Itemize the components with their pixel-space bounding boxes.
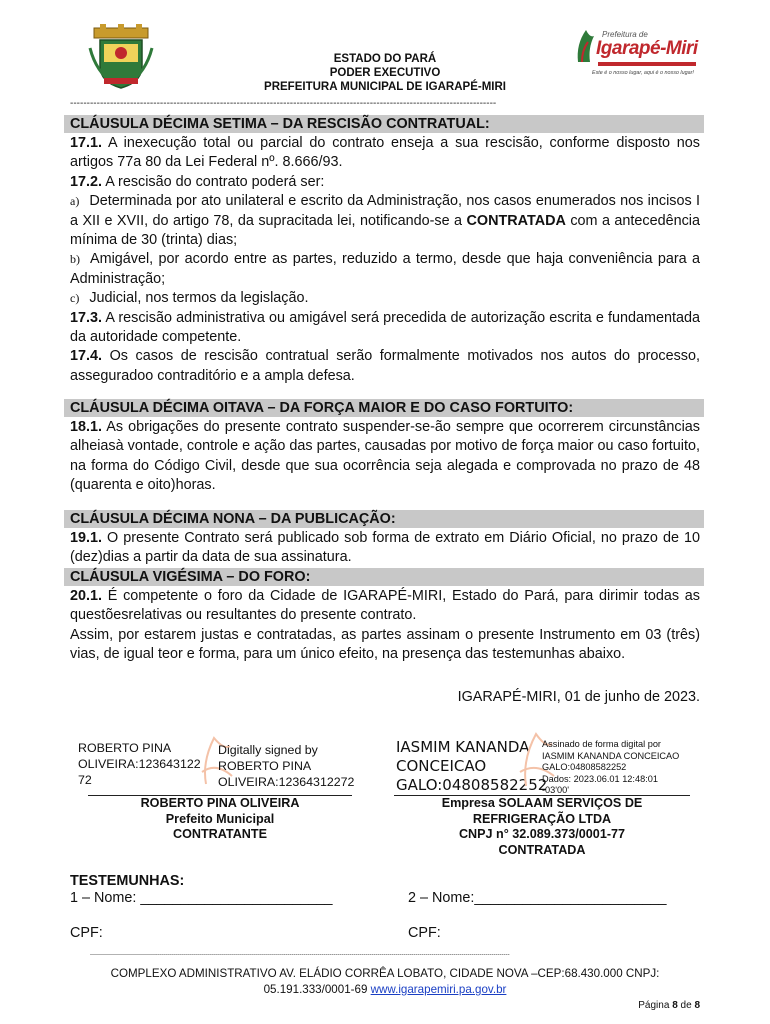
num-17-4: 17.4. (70, 348, 103, 365)
right-caption-party: CONTRATADA (498, 842, 586, 857)
paragraph-18-1 (70, 418, 700, 496)
item-b-text: Amigável, por acordo entre as partes, reduzido a termo, desde que haja conveniência para a Administração; (70, 251, 700, 287)
item-b-label: b) (70, 252, 80, 267)
right-caption-company2: REFRIGERAÇÃO LTDA (472, 811, 612, 826)
paragraph-19-1 (70, 529, 700, 568)
clause-20-body (70, 587, 700, 665)
page-mid: de (677, 1000, 695, 1011)
header-dash-divider: -------------------------------------------------------------------------------------------------------------------------------- (70, 98, 497, 109)
item-c-label: c) (70, 291, 80, 306)
left-sig-name-l2: OLIVEIRA:123643122 (78, 757, 201, 771)
page-total: 8 (694, 1000, 700, 1011)
clause-19-body (70, 529, 700, 568)
clause-18-title: CLÁUSULA DÉCIMA OITAVA – DA FORÇA MAIOR E DO CASO FORTUITO: (64, 399, 704, 417)
item-c (70, 289, 700, 308)
place-date: IGARAPÉ-MIRI, 01 de junho de 2023. (457, 689, 700, 705)
footer-cnpj-line (0, 982, 770, 998)
right-caption-company: Empresa SOLAAM SERVIÇOS DE (441, 796, 643, 810)
logo-small-text: Prefeitura de (602, 30, 648, 39)
paragraph-17-2 (70, 173, 700, 192)
logo-tagline: Este é o nosso lugar, aqui é o nosso lugar! (592, 70, 694, 76)
item-a-text2: com a antecedência mínima de 30 (trinta) dias; (70, 212, 700, 249)
witness-1-cpf: CPF: (70, 925, 103, 941)
left-sig-name-l1: ROBERTO PINA (78, 741, 172, 755)
text-17-4: Os casos de rescisão contratual serão formalmente motivados nos autos do processo, asseguradoo contraditório e a ampla defesa. (70, 348, 700, 384)
text-17-3: A rescisão administrativa ou amigável será precedida de autorização escrita e fundamentada da autoridade competente. (70, 309, 700, 346)
paragraph-17-1 (70, 134, 700, 173)
left-digital-signature-info (218, 742, 354, 790)
left-digital-l1: Digitally signed by (218, 743, 318, 757)
text-20-1: É competente o foro da Cidade de IGARAPÉ-MIRI, Estado do Pará, para dirimir todas as questõesrelativas ou resultantes do presente contrato. (70, 588, 700, 624)
item-a-bold: CONTRATADA (466, 212, 566, 229)
left-digital-l3: OLIVEIRA:12364312272 (218, 775, 355, 789)
logo-mark-icon (574, 26, 596, 66)
paragraph-17-3 (70, 309, 700, 348)
page-current: 8 (672, 1000, 678, 1011)
clause-17-body (70, 134, 700, 386)
left-caption-party: CONTRATANTE (173, 827, 267, 841)
num-18-1: 18.1. (70, 419, 103, 435)
left-digital-l2: ROBERTO PINA (218, 759, 312, 773)
paragraph-closing: Assim, por estarem justas e contratadas, as partes assinam o presente Instrumento em 03 (três) vias, de igual teor e forma, para um único efeito, na presença das testemunhas abaixo. (70, 626, 700, 663)
header-prefecture: PREFEITURA MUNICIPAL DE IGARAPÉ-MIRI (264, 81, 506, 93)
left-signature-name (78, 740, 201, 788)
num-19-1: 19.1. (70, 530, 103, 546)
right-sig-name-l1: IASMIM KANANDA (396, 738, 530, 756)
text-18-1: As obrigações do presente contrato suspender-se-ão sempre que ocorrerem circunstâncias alheiasà vontade, controle e ação das partes, causadas por motivo de força maior ou caso fortuito, na forma do Código Civil, desde que sua ocorrência seja alegada e comprovada no prazo de 48 (quarenta e oito)horas. (70, 419, 700, 494)
witnesses-title: TESTEMUNHAS: (70, 873, 185, 889)
logo-name: Igarapé-Miri (596, 38, 698, 59)
witness-2-cpf: CPF: (408, 925, 441, 941)
clause-20-title: CLÁUSULA VIGÉSIMA – DO FORO: (64, 568, 704, 586)
footer-dash-divider: ------------------------------------------------------------------------------------------------------------------------------------------------------------------------------------------------------------------ (90, 952, 510, 958)
footer-address: COMPLEXO ADMINISTRATIVO AV. ELÁDIO CORRÊA LOBATO, CIDADE NOVA –CEP:68.430.000 CNPJ: (110, 967, 660, 980)
right-digital-l3: GALO:04808582252 (542, 762, 627, 772)
item-a-label: a) (70, 194, 80, 209)
clause-17-title: CLÁUSULA DÉCIMA SETIMA – DA RESCISÃO CONTRATUAL: (64, 115, 704, 133)
num-20-1: 20.1. (70, 588, 103, 604)
footer-website-link[interactable]: www.igarapemiri.pa.gov.br (370, 983, 507, 996)
header-power: PODER EXECUTIVO (329, 67, 441, 79)
page-number (638, 1000, 700, 1011)
left-caption-name: ROBERTO PINA OLIVEIRA (140, 796, 300, 810)
left-caption-role: Prefeito Municipal (165, 811, 275, 826)
item-b (70, 250, 700, 289)
paragraph-17-4 (70, 347, 700, 386)
left-signature-caption (84, 796, 356, 843)
right-digital-l4: Dados: 2023.06.01 12:48:01 (542, 773, 658, 784)
witness-1-name: 1 – Nome: ________________________ (70, 890, 333, 906)
right-signature-caption (390, 796, 694, 858)
text-17-2: A rescisão do contrato poderá ser: (102, 173, 325, 190)
item-c-text: Judicial, nos termos da legislação. (89, 290, 309, 307)
clause-18-body (70, 418, 700, 496)
right-digital-l2: IASMIM KANANDA CONCEICAO (542, 750, 680, 761)
right-caption-cnpj: CNPJ n° 32.089.373/0001-77 (458, 827, 626, 841)
right-sig-name-l3: GALO:04808582252 (396, 776, 548, 794)
item-a (70, 192, 700, 250)
igarape-miri-logo (574, 26, 700, 82)
item-a-text1: Determinada por ato unilateral e escrito da Administração, nos casos enumerados nos incisos I a XII e XVII, do artigo 78, da supracitada lei, notificando-se a (70, 193, 700, 229)
text-17-1: A inexecução total ou parcial do contrato enseja a sua rescisão, conforme disposto nos artigos 77a 80 da Lei Federal nº. 8.666/93. (70, 135, 700, 171)
right-sig-name-l2: CONCEICAO (396, 757, 487, 775)
right-digital-l5: -03'00' (542, 785, 570, 795)
logo-underline (598, 62, 696, 66)
page-prefix: Página (638, 1000, 673, 1011)
right-digital-signature-info (542, 739, 679, 797)
footer-cnpj: 05.191.333/0001-69 (263, 983, 371, 996)
text-19-1: O presente Contrato será publicado sob forma de extrato em Diário Oficial, no prazo de 10 (dez)dias a partir da data de sua assinatura. (70, 530, 700, 566)
num-17-1: 17.1. (70, 135, 103, 151)
clause-19-title: CLÁUSULA DÉCIMA NONA – DA PUBLICAÇÃO: (64, 510, 704, 528)
paragraph-20-1 (70, 587, 700, 626)
witness-2-name: 2 – Nome:________________________ (408, 890, 667, 906)
num-17-2: 17.2. (70, 173, 103, 190)
num-17-3: 17.3. (70, 309, 103, 326)
right-digital-l1: Assinado de forma digital por (542, 739, 661, 749)
header-state: ESTADO DO PARÁ (333, 53, 437, 65)
left-sig-name-l3: 72 (78, 773, 92, 787)
